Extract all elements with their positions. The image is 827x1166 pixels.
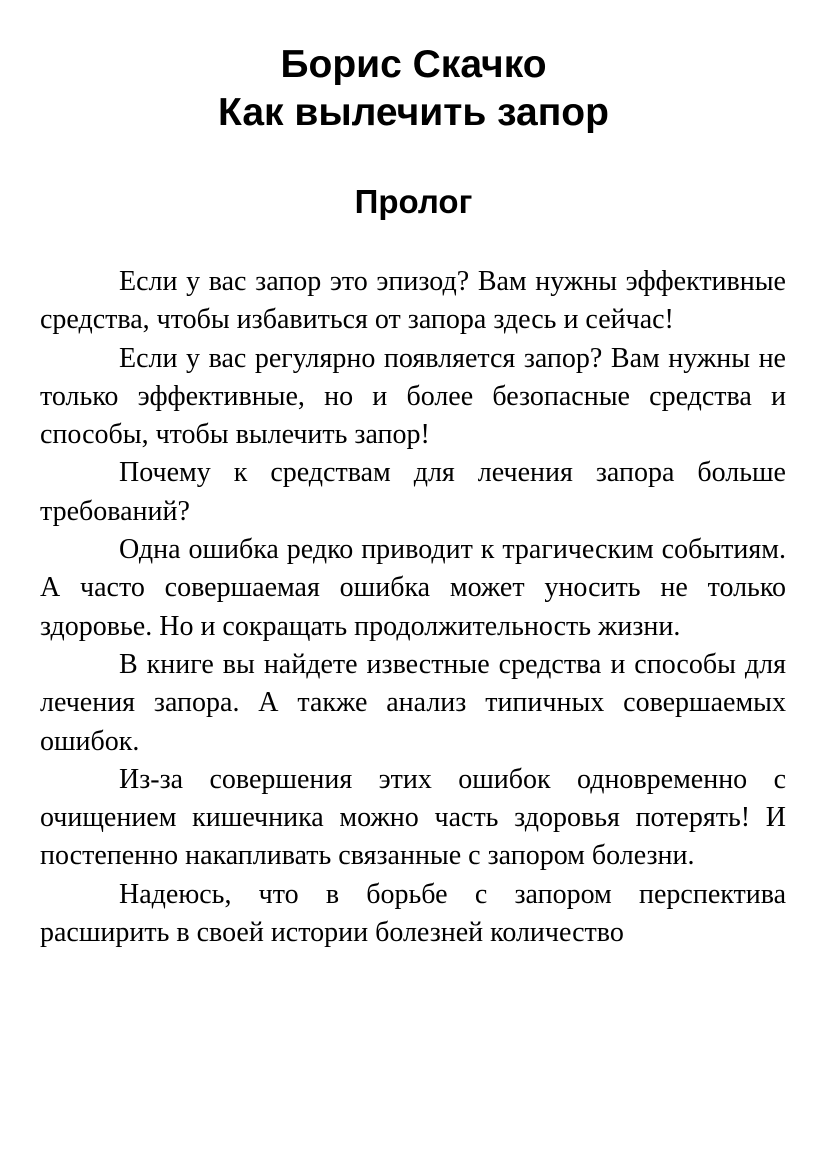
paragraph: Одна ошибка редко приводит к трагическим событиям. А часто совершаемая ошибка может уносить не только здоровье. Но и сокращать продолжительность жизни.	[40, 534, 786, 642]
paragraph: Если у вас регулярно появляется запор? Вам нужны не только эффективные, но и более безопасные средства и способы, чтобы вылечить запор!	[40, 342, 786, 451]
paragraph: Надеюсь, что в борьбе с запором перспектива расширить в своей истории болезней количество	[40, 878, 786, 949]
paragraph: Почему к средствам для лечения запора больше требований?	[40, 457, 786, 527]
title-block	[0, 40, 827, 138]
body-text	[40, 263, 786, 952]
paragraph: Из-за совершения этих ошибок одновременно с очищением кишечника можно часть здоровья потерять! И постепенно накапливать связанные с запором болезни.	[40, 763, 786, 872]
chapter-title: Пролог	[354, 183, 473, 220]
book-title: Как вылечить запор	[218, 91, 609, 134]
paragraph: В книге вы найдете известные средства и способы для лечения запора. А также анализ типичных совершаемых ошибок.	[40, 648, 786, 757]
paragraph: Если у вас запор это эпизод? Вам нужны эффективные средства, чтобы избавиться от запора здесь и сейчас!	[40, 266, 786, 336]
author-name: Борис Скачко	[280, 43, 547, 86]
